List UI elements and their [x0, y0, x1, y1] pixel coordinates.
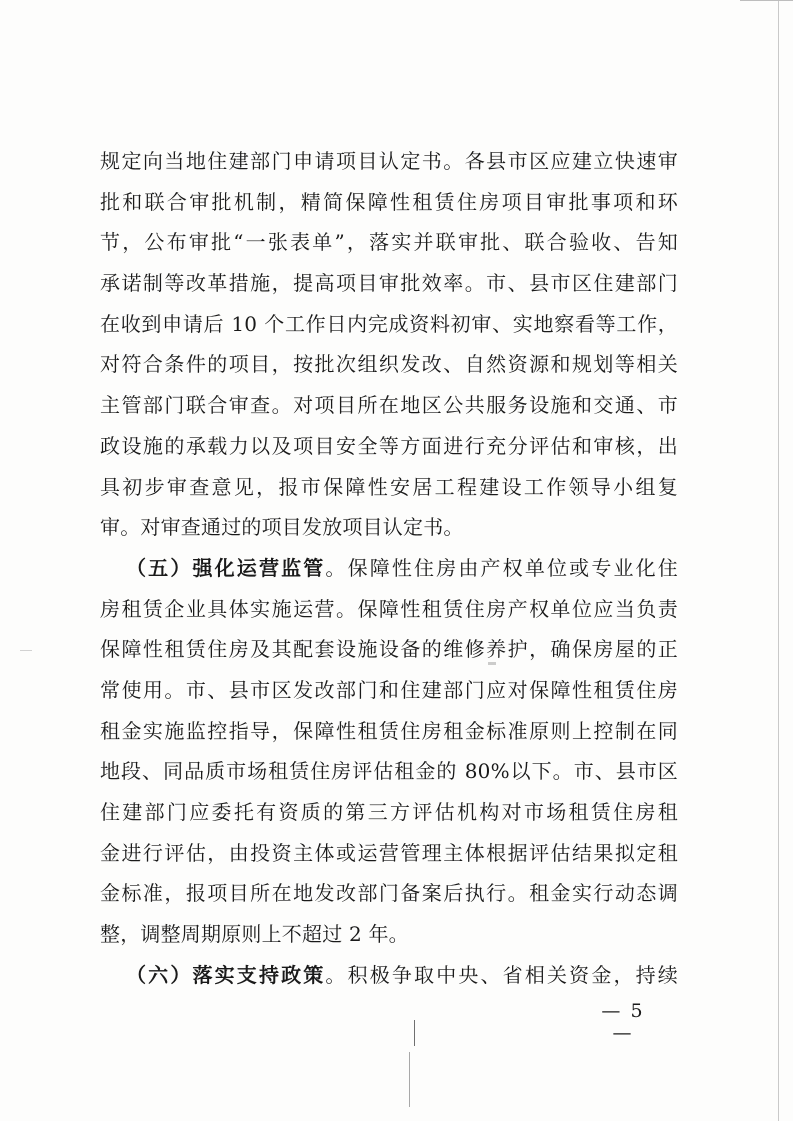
section-6-heading: （六）落实支持政策: [126, 962, 326, 987]
scan-edge-line-top: [740, 0, 793, 1]
scan-edge-line: [778, 0, 779, 1121]
section-6-first-line-text: 。积极争取中央、省相关资金，持续: [325, 962, 678, 987]
scan-artifact: [20, 650, 32, 651]
page-number: — 5 —: [601, 1000, 645, 1044]
scan-artifact: [414, 1020, 415, 1046]
section-6-first-line: [100, 955, 678, 996]
document-body: [100, 141, 678, 995]
text-line: 审。对审查通过的项目发放项目认定书。: [100, 515, 464, 540]
text-line: 金标准，报项目所在地发改部门备案后执行。租金实行动态调: [100, 881, 678, 906]
text-line: 对符合条件的项目，按批次组织发改、自然资源和规划等相关: [100, 352, 678, 377]
text-line: 租金实施监控指导，保障性租赁住房租金标准原则上控制在同: [100, 718, 678, 743]
text-line: 规定向当地住建部门申请项目认定书。各县市区应建立快速审: [100, 149, 678, 173]
section-5-first-line-text: 。保障性住房由产权单位或专业化住: [325, 555, 678, 580]
text-line: 金进行评估，由投资主体或运营管理主体根据评估结果拟定租: [100, 840, 678, 865]
text-line: 房租赁企业具体实施运营。保障性租赁住房产权单位应当负责: [100, 596, 678, 621]
text-line: 政设施的承载力以及项目安全等方面进行充分评估和审核，出: [100, 433, 678, 458]
text-line: 常使用。市、县市区发改部门和住建部门应对保障性租赁住房: [100, 677, 678, 702]
text-line: 承诺制等改革措施，提高项目审批效率。市、县市区住建部门: [100, 271, 678, 296]
scan-artifact: [488, 662, 496, 665]
text-line: 保障性租赁住房及其配套设施设备的维修养护，确保房屋的正: [100, 637, 678, 662]
section-5-first-line: [100, 548, 678, 589]
text-line: 整，调整周期原则上不超过 2 年。: [100, 922, 409, 947]
section-5-heading: （五）强化运营监管: [126, 555, 326, 580]
scan-artifact: [409, 1052, 410, 1107]
text-line: 批和联合审批机制，精简保障性租赁住房项目审批事项和环: [100, 189, 678, 214]
text-line: 地段、同品质市场租赁住房评估租金的 80%以下。市、县市区: [100, 759, 678, 784]
text-line: 节，公布审批“一张表单”，落实并联审批、联合验收、告知: [100, 230, 678, 255]
text-line: 住建部门应委托有资质的第三方评估机构对市场租赁住房租: [100, 800, 678, 824]
text-line: 在收到申请后 10 个工作日内完成资料初审、实地察看等工作，: [100, 311, 678, 336]
text-line: 主管部门联合审查。对项目所在地区公共服务设施和交通、市: [100, 393, 678, 418]
text-line: 具初步审查意见，报市保障性安居工程建设工作领导小组复: [100, 474, 678, 499]
